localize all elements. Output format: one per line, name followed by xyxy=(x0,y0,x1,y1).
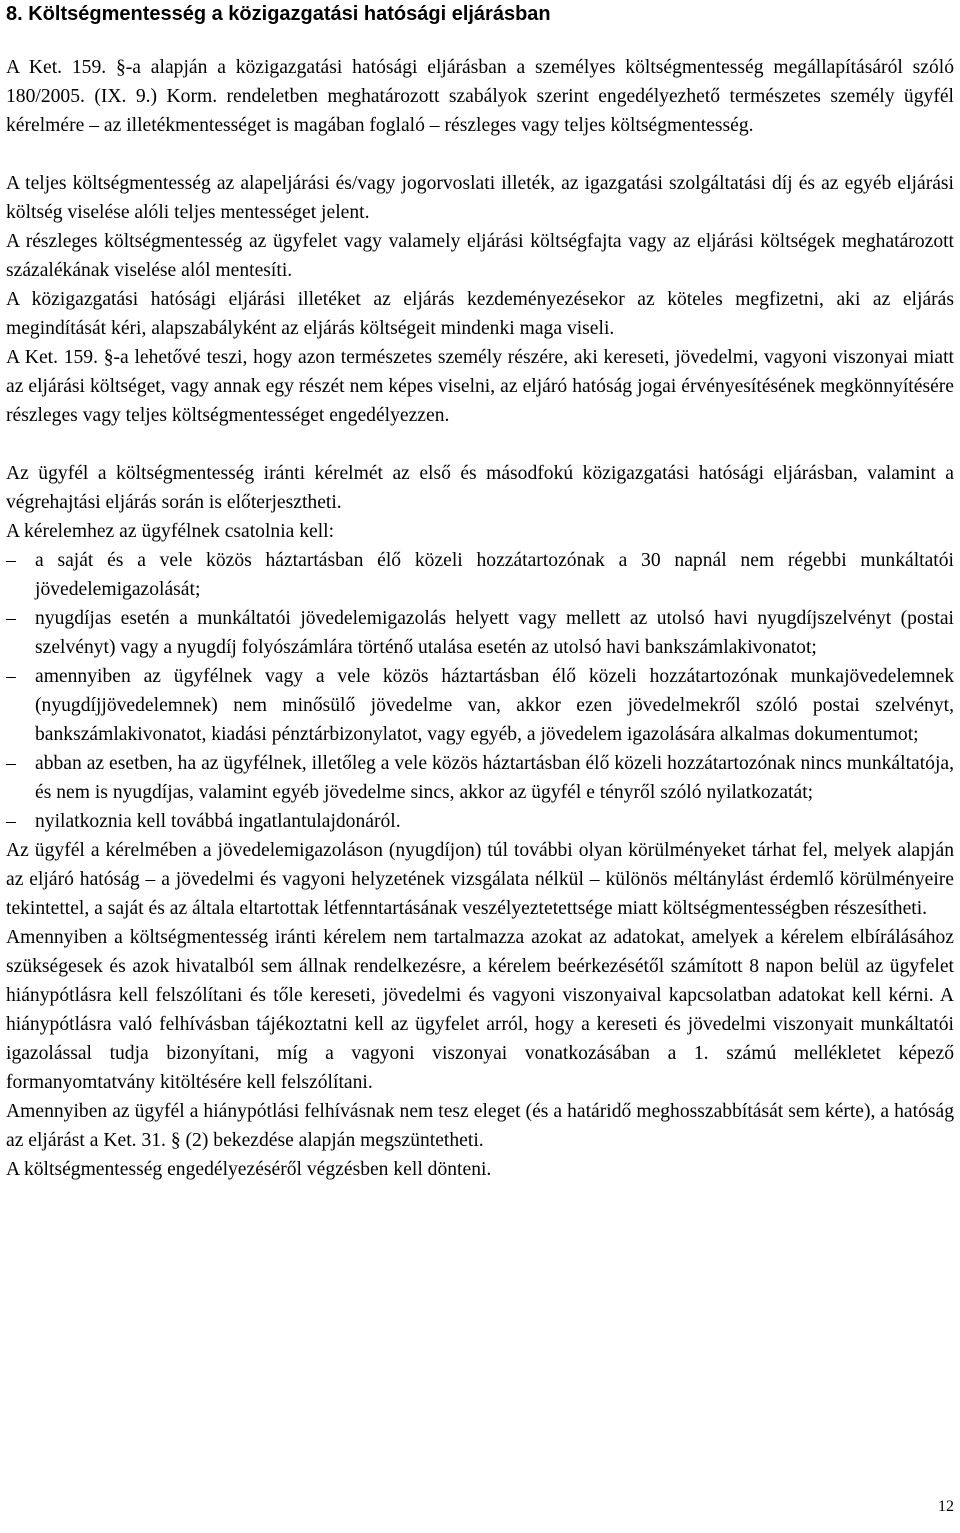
paragraph-legal-basis: A Ket. 159. §-a alapján a közigazgatási hatósági eljárásban a személyes költségmentesség megállapításáról szóló 180/2005. (IX. 9.) Korm. rendeletben meghatározott szabályok szerint engedélyezhető természetes személy ügyfél kérelmére – az illetékmentességet is magában foglaló – részleges vagy teljes költségmentesség. xyxy=(6,57,954,136)
list-item xyxy=(6,807,954,836)
paragraph-request-submission: Az ügyfél a költségmentesség iránti kérelmét az első és másodfokú közigazgatási hatósági eljárásban, valamint a végrehajtási eljárás során is előterjesztheti. xyxy=(6,463,954,513)
dash-marker: – xyxy=(6,550,16,571)
list-item xyxy=(6,662,954,749)
paragraph-deficiency-notice: Amennyiben a költségmentesség iránti kérelem nem tartalmazza azokat az adatokat, amelyek a kérelem elbírálásához szükségesek és azok hivatalból sem állnak rendelkezésre, a kérelem beérkezésétől számított 8 napon belül az ügyfelet hiánypótlásra kell felszólítani és tőle kereseti, jövedelmi és vagyoni viszonyaival kapcsolatban adatokat kell kérni. A hiánypótlásra való felhívásban tájékoztatni kell az ügyfelet arról, hogy a kereseti és jövedelmi viszonyait munkáltatói igazolással tudja bizonyítani, míg a vagyoni viszonyai vonatkozásában a 1. számú mellékletet képező formanyomtatvány kitöltésére kell felszólítani. xyxy=(6,927,954,1093)
paragraph-partial-exemption: A részleges költségmentesség az ügyfelet vagy valamely eljárási költségfajta vagy az eljárási költségek meghatározott százalékának viselése alól mentesíti. xyxy=(6,231,954,281)
list-item xyxy=(6,749,954,807)
dash-marker: – xyxy=(6,608,16,629)
section-heading: 8. Költségmentesség a közigazgatási hatósági eljárásban xyxy=(6,3,551,25)
paragraph-decision: A költségmentesség engedélyezéséről végzésben kell dönteni. xyxy=(6,1159,492,1180)
list-item-text: nyugdíjas esetén a munkáltatói jövedelemigazolás helyett vagy mellett az utolsó havi nyugdíjszelvényt (postai szelvényt) vagy a nyugdíj folyószámlára történő utalása esetén az utolsó havi bankszámlakivonatot; xyxy=(35,608,954,658)
list-item xyxy=(6,604,954,662)
list-item-text: amennyiben az ügyfélnek vagy a vele közös háztartásban élő közeli hozzátartozónak munkajövedelemnek (nyugdíjjövedelemnek) nem minősülő jövedelme van, akkor ezen jövedelmekről szóló postai szelvényt, bankszámlakivonatot, kiadási pénztárbizonylatot, vagy egyéb, a jövedelem igazolására alkalmas dokumentumot; xyxy=(35,666,954,745)
paragraph-termination: Amennyiben az ügyfél a hiánypótlási felhívásnak nem tesz eleget (és a határidő meghosszabbítását sem kérte), a hatóság az eljárást a Ket. 31. § (2) bekezdése alapján megszüntetheti. xyxy=(6,1101,954,1151)
dash-marker: – xyxy=(6,666,16,687)
paragraph-fee-obligation: A közigazgatási hatósági eljárási illetéket az eljárás kezdeményezésekor az köteles megfizetni, aki az eljárás megindítását kéri, alapszabályként az eljárás költségeit mindenki maga viseli. xyxy=(6,289,954,339)
document-body xyxy=(6,53,954,1184)
paragraph-attachments-intro: A kérelemhez az ügyfélnek csatolnia kell: xyxy=(6,521,335,542)
list-item-text: nyilatkoznia kell továbbá ingatlantulajdonáról. xyxy=(35,811,401,832)
paragraph-ket-159: A Ket. 159. §-a lehetővé teszi, hogy azon természetes személy részére, aki kereseti, jövedelmi, vagyoni viszonyai miatt az eljárási költséget, vagy annak egy részét nem képes viselni, az eljáró hatóság jogai érvényesítésének megkönnyítésére részleges vagy teljes költségmentességet engedélyezzen. xyxy=(6,347,954,426)
paragraph-special-circumstances: Az ügyfél a kérelmében a jövedelemigazoláson (nyugdíjon) túl további olyan körülményeket tárhat fel, melyek alapján az eljáró hatóság – a jövedelmi és vagyoni helyzetének vizsgálata nélkül – különös méltánylást érdemlő körülményeire tekintettel, a saját és az általa eltartottak létfenntartásának veszélyeztetettsége miatt költségmentességben részesítheti. xyxy=(6,840,954,919)
list-item-text: abban az esetben, ha az ügyfélnek, illetőleg a vele közös háztartásban élő közeli hozzátartozónak nincs munkáltatója, és nem is nyugdíjas, valamint egyéb jövedelme sincs, akkor az ügyfél e tényről szóló nyilatkozatát; xyxy=(35,753,954,803)
page-number: 12 xyxy=(938,1498,954,1515)
list-item xyxy=(6,546,954,604)
dash-marker: – xyxy=(6,753,16,774)
attachment-list xyxy=(6,546,954,836)
paragraph-full-exemption: A teljes költségmentesség az alapeljárási és/vagy jogorvoslati illeték, az igazgatási szolgáltatási díj és az egyéb eljárási költség viselése alóli teljes mentességet jelent. xyxy=(6,173,954,223)
list-item-text: a saját és a vele közös háztartásban élő közeli hozzátartozónak a 30 napnál nem régebbi munkáltatói jövedelemigazolását; xyxy=(35,550,954,600)
dash-marker: – xyxy=(6,811,16,832)
